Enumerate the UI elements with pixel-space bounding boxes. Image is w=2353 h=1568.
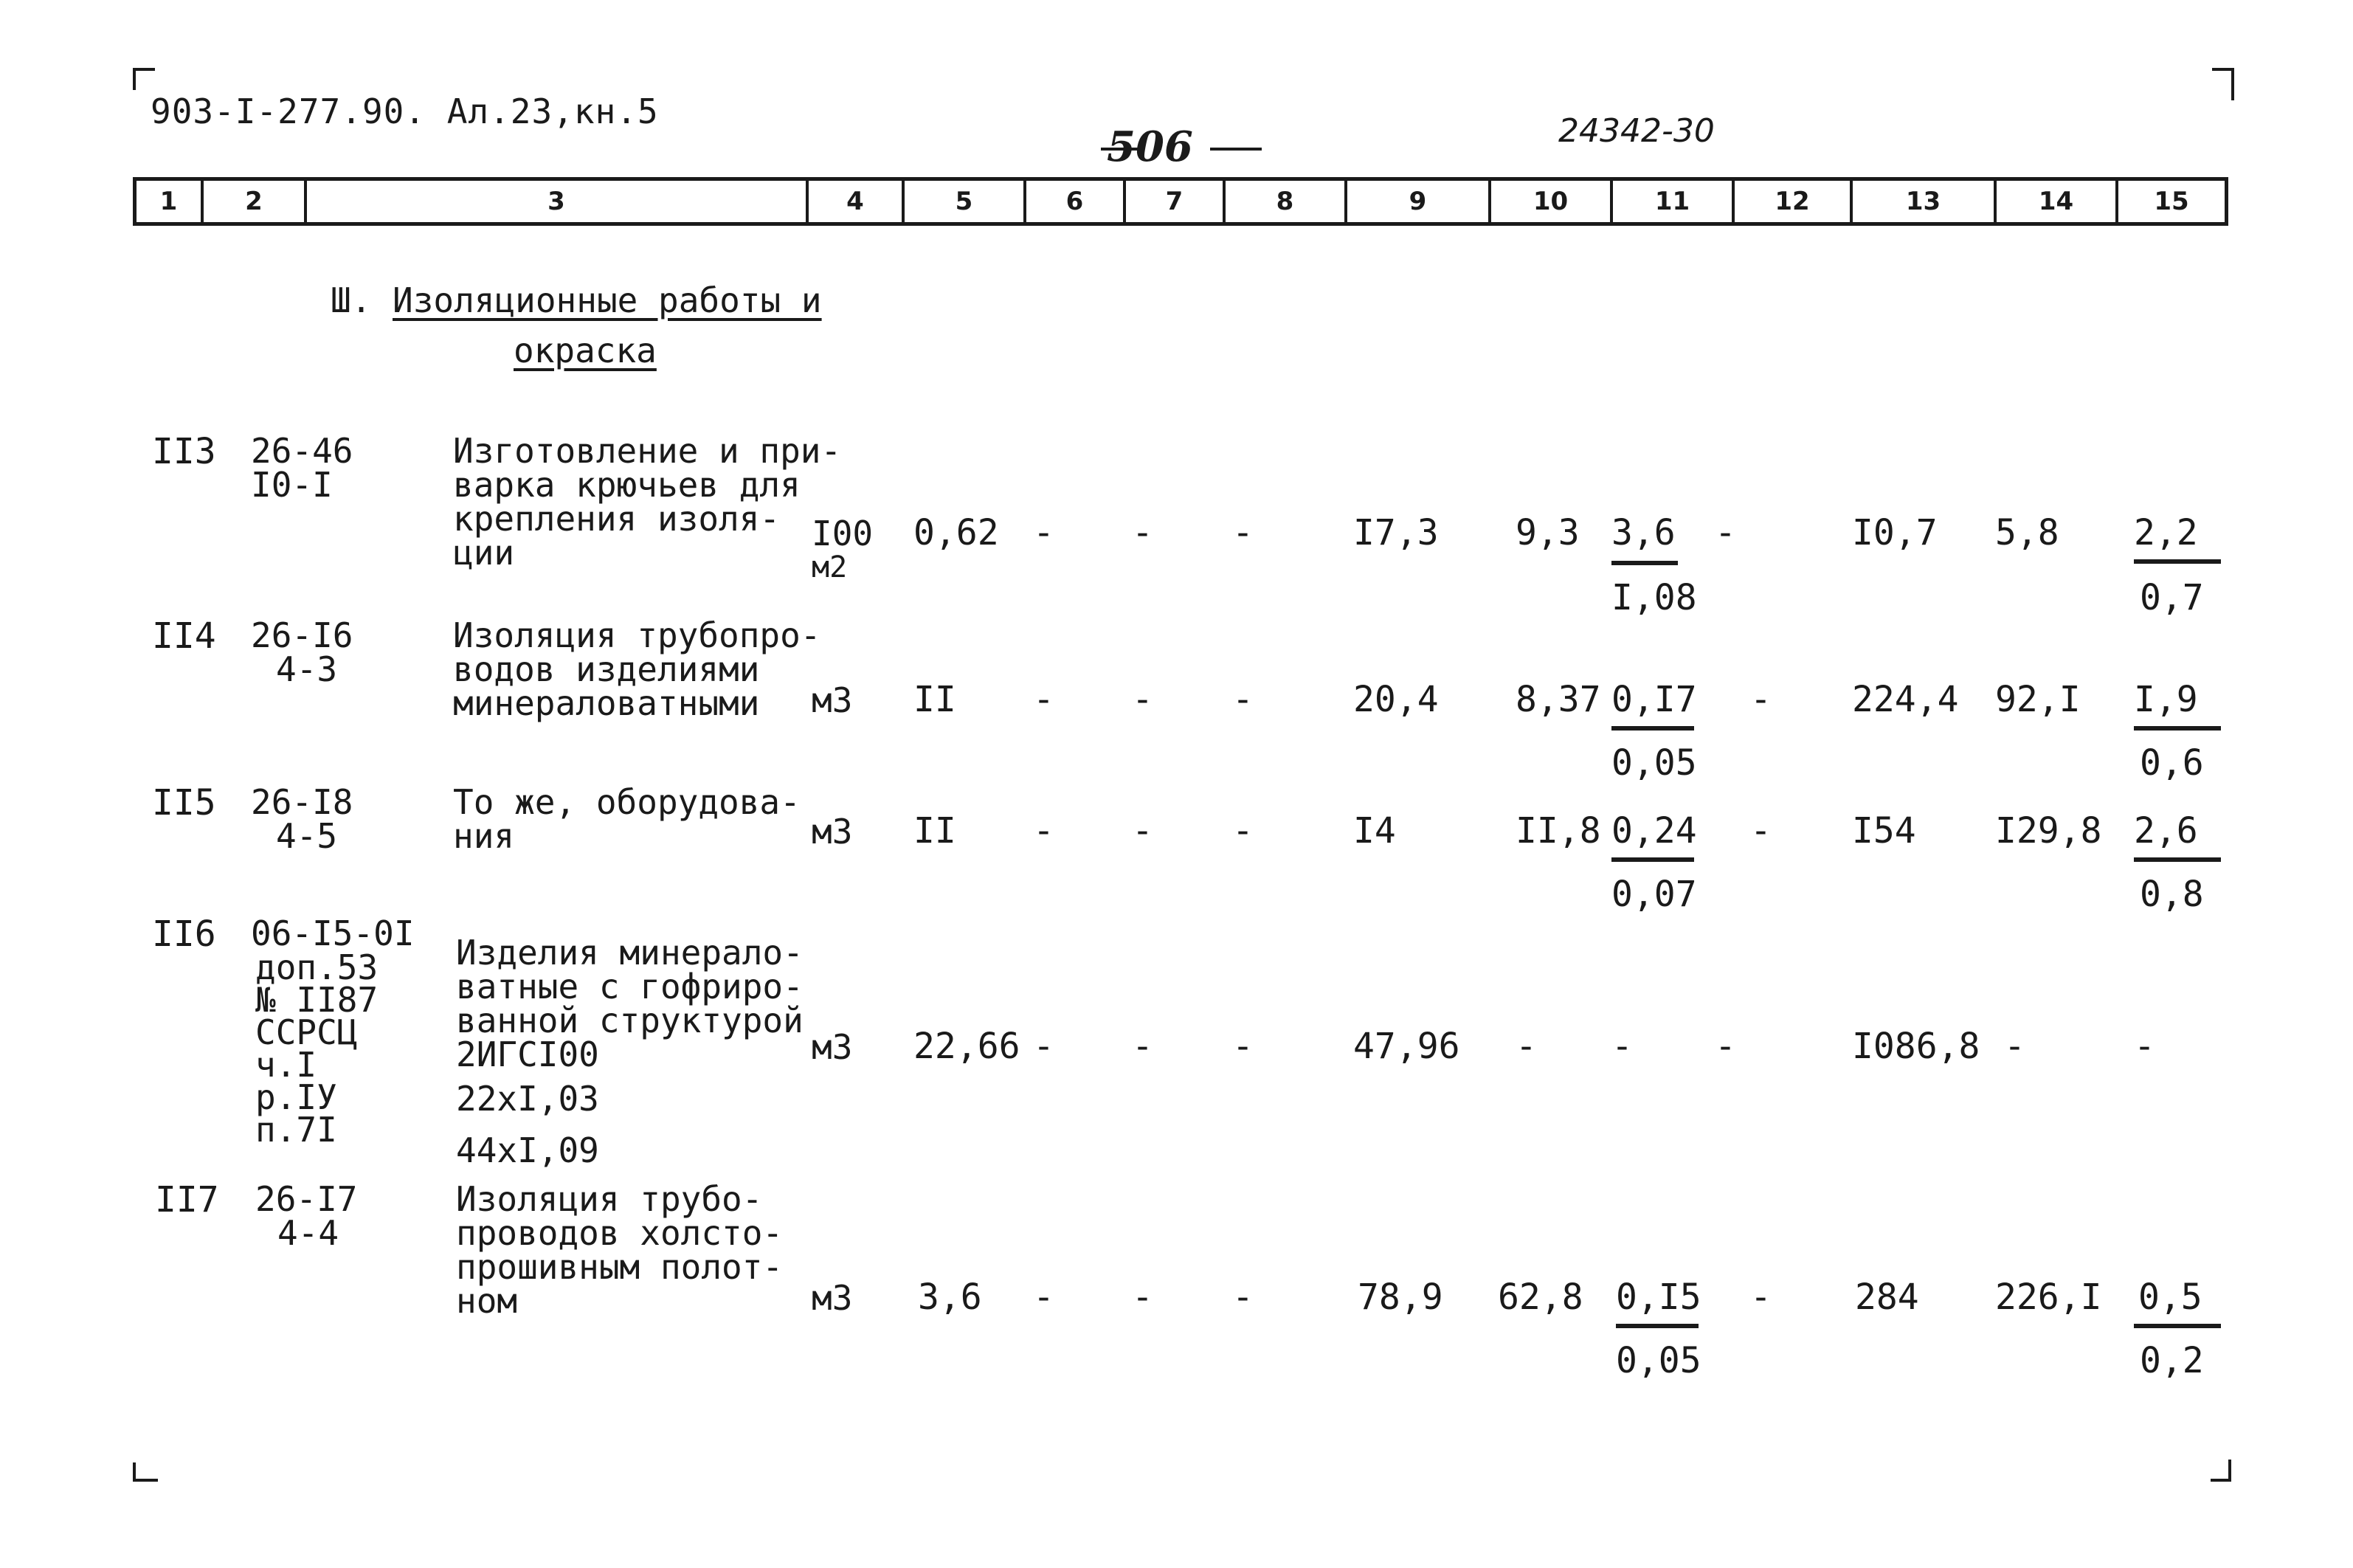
work-description: Изделия минерало- <box>456 933 804 973</box>
rate-code: п.7I <box>255 1110 337 1150</box>
column-number: 1 <box>159 187 178 216</box>
corner-mark-top-left <box>133 68 155 90</box>
work-description: ции <box>453 533 515 573</box>
unit: м2 <box>812 550 848 584</box>
fraction-line <box>2134 726 2221 731</box>
cell-col10: II,8 <box>1516 810 1601 852</box>
cell-col10: 9,3 <box>1516 512 1580 553</box>
fraction-line <box>2134 857 2221 862</box>
rate-code: доп.53 <box>255 947 379 987</box>
work-description: 2ИГСI00 <box>456 1035 599 1074</box>
cell-col9: 78,9 <box>1358 1277 1443 1318</box>
work-description: прошивным полот- <box>456 1247 784 1287</box>
cell-col7: - <box>1132 1026 1153 1067</box>
quantity: 3,6 <box>918 1277 982 1318</box>
cell-col8: - <box>1232 810 1254 852</box>
cell-col14: - <box>2004 1026 2025 1067</box>
page-number: 506 <box>1107 122 1193 171</box>
cell-col9: I7,3 <box>1353 512 1439 553</box>
section-number: Ш. <box>331 280 372 320</box>
cell-col15-top: 2,6 <box>2134 810 2198 852</box>
cell-col15-top: I,9 <box>2134 679 2198 720</box>
cell-col11-top: 0,24 <box>1611 810 1697 852</box>
quantity: 22,66 <box>913 1026 1020 1067</box>
cell-col15-bottom: 0,8 <box>2140 874 2204 915</box>
cell-col13: I54 <box>1852 810 1916 852</box>
work-description: То же, оборудова- <box>453 782 801 822</box>
cell-col13: I0,7 <box>1852 512 1938 553</box>
unit: м3 <box>812 1027 853 1067</box>
section-title-line1: Изоляционные работы и <box>393 280 822 320</box>
rate-code: 26-I8 <box>251 782 353 822</box>
cell-col7: - <box>1132 1277 1153 1318</box>
cell-col15-top: 2,2 <box>2134 512 2198 553</box>
cell-col10: 62,8 <box>1498 1277 1583 1318</box>
cell-col14: I29,8 <box>1995 810 2102 852</box>
fraction-line <box>1616 1324 1699 1328</box>
work-description: проводов холсто- <box>456 1213 784 1253</box>
cell-col11-top: 0,I5 <box>1616 1277 1701 1318</box>
work-description: ванной структурой <box>456 1001 804 1040</box>
rate-code: 26-I7 <box>255 1179 358 1219</box>
row-number: II5 <box>152 782 216 823</box>
column-number: 12 <box>1732 181 1850 222</box>
fraction-line <box>1611 857 1694 862</box>
work-description: 22хI,03 <box>456 1079 599 1119</box>
inventory-number: 24342-30 <box>1558 112 1715 150</box>
cell-col14: 226,I <box>1995 1277 2102 1318</box>
work-description: ния <box>453 816 515 856</box>
rate-code: 26-I6 <box>251 615 353 655</box>
cell-col8: - <box>1232 1026 1254 1067</box>
rate-code: ч.I <box>255 1045 317 1085</box>
column-number: 6 <box>1023 181 1123 222</box>
cell-col15: - <box>2134 1026 2155 1067</box>
fraction-line <box>2134 559 2221 564</box>
row-number: II6 <box>152 913 216 955</box>
cell-col11-top: 3,6 <box>1611 512 1676 553</box>
cell-col12: - <box>1750 679 1772 720</box>
work-description: 44хI,09 <box>456 1130 599 1170</box>
fraction-line <box>2134 1324 2221 1328</box>
row-number: II7 <box>155 1179 219 1220</box>
column-number: 3 <box>304 181 806 222</box>
cell-col6: - <box>1033 679 1054 720</box>
cell-col11-top: 0,I7 <box>1611 679 1697 720</box>
cell-col10: - <box>1516 1026 1537 1067</box>
cell-col12: - <box>1715 512 1736 553</box>
cell-col6: - <box>1033 1026 1054 1067</box>
column-number: 9 <box>1344 181 1488 222</box>
rate-code: 4-4 <box>277 1213 339 1253</box>
cell-col8: - <box>1232 512 1254 553</box>
cell-col12: - <box>1750 1277 1772 1318</box>
column-number: 7 <box>1123 181 1223 222</box>
column-number: 8 <box>1223 181 1344 222</box>
work-description: варка крючьев для <box>453 465 801 505</box>
cell-col10: 8,37 <box>1516 679 1601 720</box>
work-description: ватные с гофриро- <box>456 967 804 1006</box>
row-number: II3 <box>152 431 216 472</box>
rate-code: 26-46 <box>251 431 353 471</box>
row-number: II4 <box>152 615 216 657</box>
cell-col11-bottom: I,08 <box>1611 577 1697 618</box>
rate-code: 4-3 <box>276 649 338 689</box>
cell-col15-top: 0,5 <box>2138 1277 2202 1318</box>
work-description: крепления изоля- <box>453 499 781 539</box>
column-number: 13 <box>1850 181 1994 222</box>
column-number: 4 <box>806 181 902 222</box>
work-description: водов изделиями <box>453 649 760 689</box>
cell-col8: - <box>1232 679 1254 720</box>
column-number-header <box>133 177 2228 226</box>
cell-col15-bottom: 0,2 <box>2140 1340 2204 1381</box>
column-number: 11 <box>1610 181 1732 222</box>
cell-col14: 92,I <box>1995 679 2081 720</box>
rate-code: ССРСЦ <box>255 1012 358 1052</box>
cell-col9: 47,96 <box>1353 1026 1460 1067</box>
column-number: 15 <box>2115 181 2225 222</box>
cell-col15-bottom: 0,6 <box>2140 742 2204 784</box>
cell-col7: - <box>1132 810 1153 852</box>
cell-col13: 224,4 <box>1852 679 1959 720</box>
cell-col7: - <box>1132 512 1153 553</box>
corner-mark-bottom-right <box>2211 1460 2231 1482</box>
cell-col12: - <box>1715 1026 1736 1067</box>
cell-col6: - <box>1033 512 1054 553</box>
unit: I00 <box>812 514 874 553</box>
rate-code: 4-5 <box>276 816 338 856</box>
cell-col9: 20,4 <box>1353 679 1439 720</box>
unit: м3 <box>812 812 853 852</box>
quantity: II <box>913 810 956 852</box>
cell-col6: - <box>1033 1277 1054 1318</box>
cell-col13: 284 <box>1855 1277 1919 1318</box>
cell-col15-bottom: 0,7 <box>2140 577 2204 618</box>
quantity: 0,62 <box>913 512 999 553</box>
cell-col11: - <box>1611 1026 1633 1067</box>
cell-col6: - <box>1033 810 1054 852</box>
cell-col9: I4 <box>1353 810 1396 852</box>
page-number-dash-right <box>1210 148 1262 151</box>
column-number: 5 <box>902 181 1023 222</box>
cell-col12: - <box>1750 810 1772 852</box>
unit: м3 <box>812 1278 853 1318</box>
rate-code: № II87 <box>255 980 379 1020</box>
cell-col7: - <box>1132 679 1153 720</box>
cell-col14: 5,8 <box>1995 512 2059 553</box>
work-description: минераловатными <box>453 683 760 723</box>
unit: м3 <box>812 680 853 720</box>
rate-code: р.IУ <box>255 1077 337 1117</box>
work-description: Изготовление и при- <box>453 431 842 471</box>
work-description: Изоляция трубо- <box>456 1179 763 1219</box>
column-number: 14 <box>1994 181 2115 222</box>
work-description: ном <box>456 1281 518 1321</box>
fraction-line <box>1611 726 1694 731</box>
cell-col8: - <box>1232 1277 1254 1318</box>
rate-code: 06-I5-0I <box>251 913 415 953</box>
document-code: 903-I-277.90. Ал.23,кн.5 <box>151 91 659 131</box>
corner-mark-top-right <box>2212 68 2234 100</box>
cell-col11-bottom: 0,07 <box>1611 874 1697 915</box>
section-title-line2: окраска <box>514 331 657 370</box>
cell-col13: I086,8 <box>1852 1026 1980 1067</box>
corner-mark-bottom-left <box>133 1462 158 1482</box>
cell-col11-bottom: 0,05 <box>1616 1340 1701 1381</box>
quantity: II <box>913 679 956 720</box>
work-description: Изоляция трубопро- <box>453 615 821 655</box>
fraction-line <box>1611 561 1678 565</box>
column-number: 10 <box>1488 181 1610 222</box>
column-number: 2 <box>201 181 304 222</box>
rate-code: I0-I <box>251 465 333 505</box>
cell-col11-bottom: 0,05 <box>1611 742 1697 784</box>
